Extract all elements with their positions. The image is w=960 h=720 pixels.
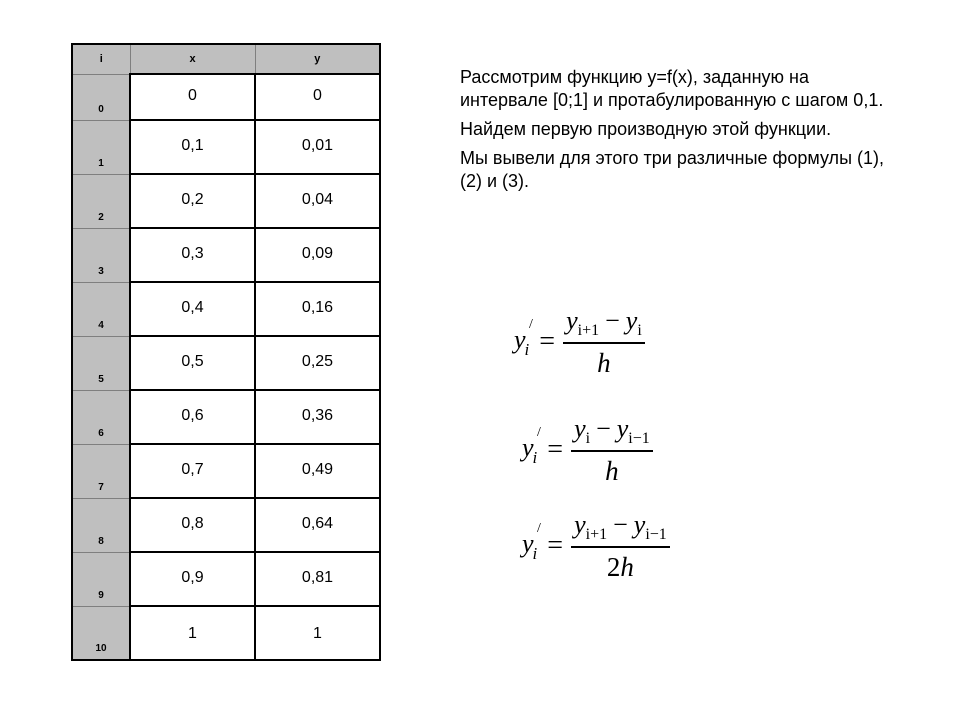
table-row <box>72 444 380 498</box>
paragraph-intro: Рассмотрим функцию y=f(x), заданную на интервале [0;1] и протабулированную с шагом 0,1. <box>460 67 884 110</box>
x-cell: 0 <box>130 74 255 120</box>
formula-forward-difference <box>514 306 645 379</box>
equals-sign: = <box>539 326 556 358</box>
fraction-numerator: $y_{i+1} - y_{i-1}$ <box>574 510 667 543</box>
equals-sign: = <box>547 434 564 466</box>
paragraph-formulas: Мы вывели для этого три различные формулы (1), (2) и (3). <box>460 148 885 191</box>
x-cell: 0,2 <box>130 174 255 228</box>
x-cell: 0,6 <box>130 390 255 444</box>
table-row <box>72 336 380 390</box>
x-cell: 0,8 <box>130 498 255 552</box>
row-index: 7 <box>72 444 130 498</box>
formula-lhs: $y_i$ / <box>522 424 541 467</box>
data-table <box>71 43 381 661</box>
fraction-numerator: $y_i - y_{i-1}$ <box>574 414 650 447</box>
x-cell: 0,5 <box>130 336 255 390</box>
formula-lhs: $y_i$ / <box>522 520 541 563</box>
y-cell: 0,36 <box>255 390 380 444</box>
table-row <box>72 74 380 120</box>
fraction <box>571 414 653 487</box>
formula-backward-difference <box>522 414 653 487</box>
y-cell: 0,16 <box>255 282 380 336</box>
formula-central-difference <box>522 510 670 583</box>
column-header-y: y <box>255 44 380 74</box>
y-cell: 0,64 <box>255 498 380 552</box>
table-row <box>72 390 380 444</box>
y-cell: 0,01 <box>255 120 380 174</box>
y-cell: 1 <box>255 606 380 660</box>
column-header-x: x <box>130 44 255 74</box>
column-header-i: i <box>72 44 130 74</box>
y-cell: 0,25 <box>255 336 380 390</box>
row-index: 9 <box>72 552 130 606</box>
row-index: 2 <box>72 174 130 228</box>
row-index: 8 <box>72 498 130 552</box>
y-cell: 0,04 <box>255 174 380 228</box>
table-row <box>72 228 380 282</box>
fraction-denominator: 2h <box>606 551 634 582</box>
description-text <box>460 66 900 199</box>
table-header-row <box>72 44 380 74</box>
x-cell: 0,3 <box>130 228 255 282</box>
row-index: 6 <box>72 390 130 444</box>
row-index: 0 <box>72 74 130 120</box>
row-index: 4 <box>72 282 130 336</box>
x-cell: 1 <box>130 606 255 660</box>
row-index: 5 <box>72 336 130 390</box>
equals-sign: = <box>547 530 564 562</box>
x-cell: 0,4 <box>130 282 255 336</box>
table-row <box>72 498 380 552</box>
table-row <box>72 174 380 228</box>
table-row <box>72 552 380 606</box>
x-cell: 0,9 <box>130 552 255 606</box>
fraction <box>571 510 670 583</box>
y-cell: 0 <box>255 74 380 120</box>
fraction-denominator: h <box>605 455 619 486</box>
table-row <box>72 120 380 174</box>
table-row <box>72 606 380 660</box>
formula-lhs: $y_i$ / <box>514 316 533 359</box>
fraction-denominator: h <box>597 347 611 378</box>
y-cell: 0,09 <box>255 228 380 282</box>
fraction <box>563 306 645 379</box>
paragraph-derivative: Найдем первую производную этой функции. <box>460 119 832 139</box>
table-row <box>72 282 380 336</box>
y-cell: 0,49 <box>255 444 380 498</box>
row-index: 10 <box>72 606 130 660</box>
x-cell: 0,1 <box>130 120 255 174</box>
y-cell: 0,81 <box>255 552 380 606</box>
x-cell: 0,7 <box>130 444 255 498</box>
fraction-numerator: $y_{i+1} - y_i$ <box>566 306 642 339</box>
row-index: 3 <box>72 228 130 282</box>
row-index: 1 <box>72 120 130 174</box>
